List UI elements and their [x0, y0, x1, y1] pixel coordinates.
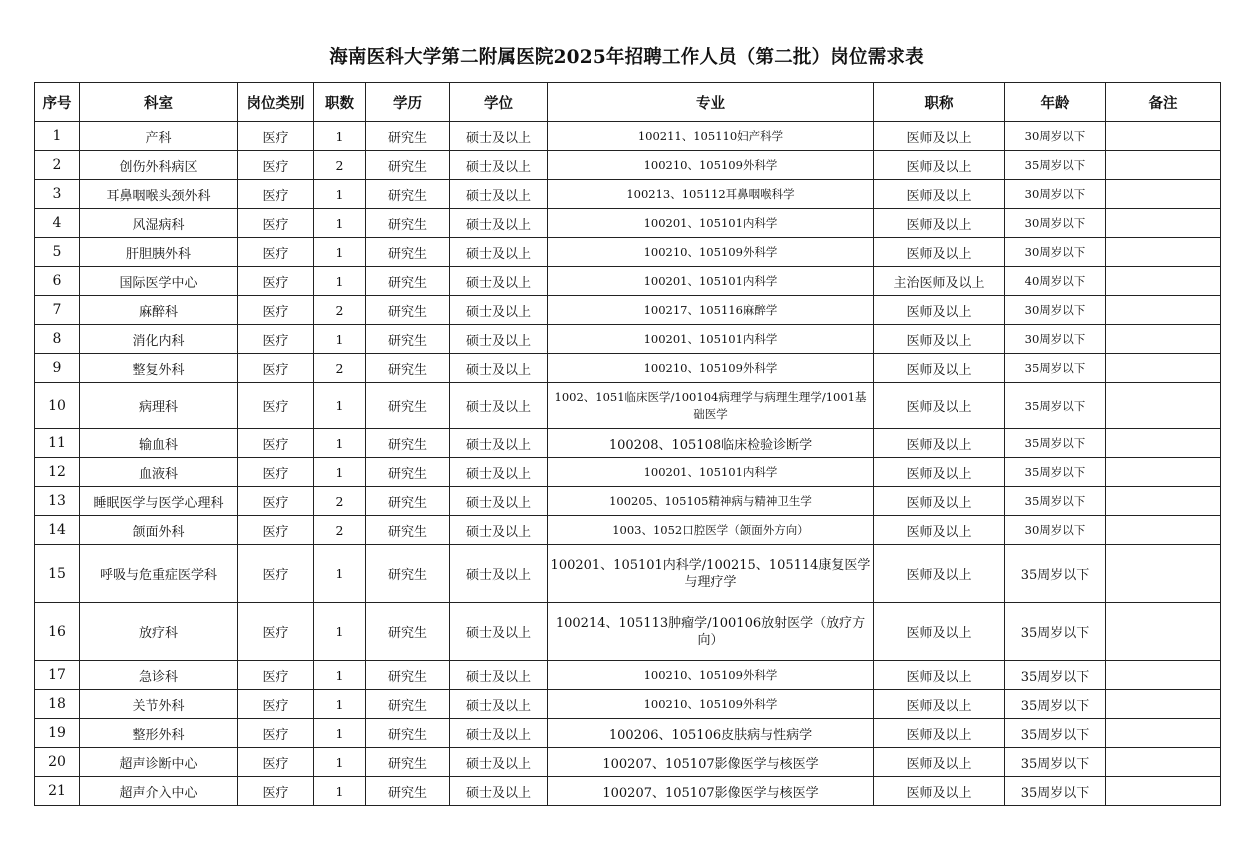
cell-note: [1106, 180, 1221, 209]
cell-type: 医疗: [238, 122, 314, 151]
header-count: 职数: [314, 83, 366, 122]
cell-major: 100214、105113肿瘤学/100106放射医学（放疗方向）: [548, 603, 874, 661]
cell-edu: 研究生: [366, 267, 450, 296]
cell-type: 医疗: [238, 719, 314, 748]
table-row: [35, 122, 1221, 151]
cell-title: 医师及以上: [874, 516, 1005, 545]
table-row: [35, 238, 1221, 267]
cell-age: 35周岁以下: [1005, 383, 1106, 429]
cell-note: [1106, 383, 1221, 429]
cell-major: 100201、105101内科学/100215、105114康复医学与理疗学: [548, 545, 874, 603]
cell-edu: 研究生: [366, 354, 450, 383]
cell-edu: 研究生: [366, 516, 450, 545]
cell-edu: 研究生: [366, 661, 450, 690]
cell-edu: 研究生: [366, 719, 450, 748]
cell-count: 1: [314, 429, 366, 458]
header-seq: 序号: [35, 83, 80, 122]
cell-major: 100205、105105精神病与精神卫生学: [548, 487, 874, 516]
cell-seq: 6: [35, 267, 80, 296]
cell-count: 2: [314, 516, 366, 545]
cell-note: [1106, 516, 1221, 545]
cell-count: 1: [314, 180, 366, 209]
cell-dept: 风湿病科: [80, 209, 238, 238]
cell-title: 医师及以上: [874, 296, 1005, 325]
cell-type: 医疗: [238, 354, 314, 383]
cell-degree: 硕士及以上: [450, 545, 548, 603]
cell-edu: 研究生: [366, 458, 450, 487]
cell-major: 100211、105110妇产科学: [548, 122, 874, 151]
cell-edu: 研究生: [366, 487, 450, 516]
cell-title: 医师及以上: [874, 458, 1005, 487]
cell-note: [1106, 209, 1221, 238]
header-major: 专业: [548, 83, 874, 122]
cell-title: 医师及以上: [874, 487, 1005, 516]
cell-edu: 研究生: [366, 122, 450, 151]
cell-count: 2: [314, 487, 366, 516]
cell-age: 35周岁以下: [1005, 603, 1106, 661]
table-row: [35, 516, 1221, 545]
cell-degree: 硕士及以上: [450, 238, 548, 267]
cell-seq: 13: [35, 487, 80, 516]
header-title: 职称: [874, 83, 1005, 122]
cell-title: 医师及以上: [874, 429, 1005, 458]
cell-degree: 硕士及以上: [450, 748, 548, 777]
cell-seq: 9: [35, 354, 80, 383]
cell-note: [1106, 661, 1221, 690]
cell-title: 医师及以上: [874, 748, 1005, 777]
table-row: [35, 777, 1221, 806]
cell-edu: 研究生: [366, 545, 450, 603]
table-row: [35, 151, 1221, 180]
header-edu: 学历: [366, 83, 450, 122]
cell-title: 医师及以上: [874, 777, 1005, 806]
cell-type: 医疗: [238, 429, 314, 458]
cell-degree: 硕士及以上: [450, 777, 548, 806]
cell-edu: 研究生: [366, 777, 450, 806]
cell-major: 100207、105107影像医学与核医学: [548, 748, 874, 777]
cell-major: 1003、1052口腔医学（颌面外方向）: [548, 516, 874, 545]
table-row: [35, 267, 1221, 296]
cell-type: 医疗: [238, 383, 314, 429]
cell-degree: 硕士及以上: [450, 690, 548, 719]
cell-age: 30周岁以下: [1005, 238, 1106, 267]
table-row: [35, 603, 1221, 661]
cell-title: 医师及以上: [874, 325, 1005, 354]
cell-dept: 血液科: [80, 458, 238, 487]
cell-note: [1106, 545, 1221, 603]
cell-dept: 创伤外科病区: [80, 151, 238, 180]
cell-edu: 研究生: [366, 603, 450, 661]
cell-degree: 硕士及以上: [450, 209, 548, 238]
cell-seq: 12: [35, 458, 80, 487]
cell-count: 1: [314, 209, 366, 238]
table-row: [35, 748, 1221, 777]
cell-major: 100210、105109外科学: [548, 238, 874, 267]
cell-degree: 硕士及以上: [450, 267, 548, 296]
cell-seq: 18: [35, 690, 80, 719]
cell-edu: 研究生: [366, 209, 450, 238]
cell-type: 医疗: [238, 238, 314, 267]
cell-count: 1: [314, 719, 366, 748]
cell-count: 1: [314, 603, 366, 661]
cell-type: 医疗: [238, 516, 314, 545]
cell-title: 医师及以上: [874, 122, 1005, 151]
cell-dept: 急诊科: [80, 661, 238, 690]
table-row: [35, 545, 1221, 603]
cell-note: [1106, 151, 1221, 180]
cell-count: 1: [314, 458, 366, 487]
cell-count: 1: [314, 383, 366, 429]
table-row: [35, 429, 1221, 458]
cell-dept: 超声介入中心: [80, 777, 238, 806]
cell-type: 医疗: [238, 209, 314, 238]
cell-seq: 19: [35, 719, 80, 748]
cell-note: [1106, 429, 1221, 458]
cell-count: 2: [314, 296, 366, 325]
cell-age: 40周岁以下: [1005, 267, 1106, 296]
cell-edu: 研究生: [366, 180, 450, 209]
table-row: [35, 487, 1221, 516]
cell-major: 100210、105109外科学: [548, 690, 874, 719]
table-row: [35, 296, 1221, 325]
page-title: 海南医科大学第二附属医院2025年招聘工作人员（第二批）岗位需求表: [329, 47, 924, 68]
cell-count: 1: [314, 748, 366, 777]
cell-edu: 研究生: [366, 429, 450, 458]
cell-type: 医疗: [238, 296, 314, 325]
cell-dept: 输血科: [80, 429, 238, 458]
table-row: [35, 325, 1221, 354]
cell-count: 1: [314, 661, 366, 690]
cell-title: 医师及以上: [874, 545, 1005, 603]
cell-title: 医师及以上: [874, 209, 1005, 238]
cell-seq: 16: [35, 603, 80, 661]
cell-count: 1: [314, 325, 366, 354]
cell-dept: 颌面外科: [80, 516, 238, 545]
cell-major: 100201、105101内科学: [548, 325, 874, 354]
cell-degree: 硕士及以上: [450, 296, 548, 325]
cell-degree: 硕士及以上: [450, 661, 548, 690]
cell-degree: 硕士及以上: [450, 603, 548, 661]
cell-edu: 研究生: [366, 325, 450, 354]
cell-title: 主治医师及以上: [874, 267, 1005, 296]
cell-dept: 产科: [80, 122, 238, 151]
cell-note: [1106, 267, 1221, 296]
cell-note: [1106, 122, 1221, 151]
cell-note: [1106, 487, 1221, 516]
cell-note: [1106, 354, 1221, 383]
header-row: [35, 83, 1221, 122]
cell-seq: 20: [35, 748, 80, 777]
cell-count: 1: [314, 777, 366, 806]
cell-edu: 研究生: [366, 383, 450, 429]
cell-dept: 睡眠医学与医学心理科: [80, 487, 238, 516]
cell-major: 100201、105101内科学: [548, 267, 874, 296]
cell-degree: 硕士及以上: [450, 383, 548, 429]
cell-major: 100208、105108临床检验诊断学: [548, 429, 874, 458]
cell-title: 医师及以上: [874, 151, 1005, 180]
cell-note: [1106, 458, 1221, 487]
cell-dept: 麻醉科: [80, 296, 238, 325]
table-row: [35, 458, 1221, 487]
table-row: [35, 383, 1221, 429]
cell-degree: 硕士及以上: [450, 719, 548, 748]
cell-title: 医师及以上: [874, 603, 1005, 661]
cell-age: 35周岁以下: [1005, 487, 1106, 516]
cell-type: 医疗: [238, 545, 314, 603]
cell-dept: 消化内科: [80, 325, 238, 354]
cell-note: [1106, 238, 1221, 267]
cell-dept: 整复外科: [80, 354, 238, 383]
cell-title: 医师及以上: [874, 180, 1005, 209]
cell-dept: 肝胆胰外科: [80, 238, 238, 267]
recruitment-table: [34, 82, 1221, 806]
cell-note: [1106, 777, 1221, 806]
cell-count: 2: [314, 151, 366, 180]
table-row: [35, 354, 1221, 383]
cell-dept: 关节外科: [80, 690, 238, 719]
table-row: [35, 719, 1221, 748]
cell-degree: 硕士及以上: [450, 354, 548, 383]
cell-dept: 放疗科: [80, 603, 238, 661]
cell-major: 100207、105107影像医学与核医学: [548, 777, 874, 806]
header-dept: 科室: [80, 83, 238, 122]
header-note: 备注: [1106, 83, 1221, 122]
table-row: [35, 661, 1221, 690]
cell-title: 医师及以上: [874, 383, 1005, 429]
cell-age: 30周岁以下: [1005, 296, 1106, 325]
cell-dept: 整形外科: [80, 719, 238, 748]
cell-seq: 7: [35, 296, 80, 325]
cell-age: 30周岁以下: [1005, 516, 1106, 545]
cell-age: 35周岁以下: [1005, 429, 1106, 458]
cell-degree: 硕士及以上: [450, 458, 548, 487]
cell-title: 医师及以上: [874, 661, 1005, 690]
cell-age: 35周岁以下: [1005, 458, 1106, 487]
cell-note: [1106, 296, 1221, 325]
cell-seq: 10: [35, 383, 80, 429]
cell-title: 医师及以上: [874, 354, 1005, 383]
cell-major: 100217、105116麻醉学: [548, 296, 874, 325]
cell-type: 医疗: [238, 603, 314, 661]
cell-seq: 4: [35, 209, 80, 238]
cell-note: [1106, 748, 1221, 777]
table-row: [35, 690, 1221, 719]
cell-type: 医疗: [238, 661, 314, 690]
cell-age: 35周岁以下: [1005, 661, 1106, 690]
cell-seq: 21: [35, 777, 80, 806]
cell-age: 35周岁以下: [1005, 151, 1106, 180]
cell-type: 医疗: [238, 690, 314, 719]
cell-seq: 17: [35, 661, 80, 690]
cell-age: 30周岁以下: [1005, 122, 1106, 151]
cell-count: 2: [314, 354, 366, 383]
cell-degree: 硕士及以上: [450, 180, 548, 209]
cell-dept: 国际医学中心: [80, 267, 238, 296]
cell-edu: 研究生: [366, 238, 450, 267]
cell-major: 1002、1051临床医学/100104病理学与病理生理学/1001基础医学: [548, 383, 874, 429]
cell-age: 35周岁以下: [1005, 545, 1106, 603]
cell-degree: 硕士及以上: [450, 487, 548, 516]
cell-age: 35周岁以下: [1005, 690, 1106, 719]
cell-edu: 研究生: [366, 748, 450, 777]
header-degree: 学位: [450, 83, 548, 122]
cell-seq: 1: [35, 122, 80, 151]
cell-dept: 呼吸与危重症医学科: [80, 545, 238, 603]
cell-type: 医疗: [238, 458, 314, 487]
cell-seq: 8: [35, 325, 80, 354]
header-age: 年龄: [1005, 83, 1106, 122]
cell-type: 医疗: [238, 151, 314, 180]
cell-edu: 研究生: [366, 296, 450, 325]
cell-major: 100213、105112耳鼻咽喉科学: [548, 180, 874, 209]
cell-age: 35周岁以下: [1005, 719, 1106, 748]
cell-count: 1: [314, 238, 366, 267]
cell-type: 医疗: [238, 267, 314, 296]
cell-age: 35周岁以下: [1005, 354, 1106, 383]
cell-age: 35周岁以下: [1005, 777, 1106, 806]
table-body: [35, 122, 1221, 806]
cell-seq: 14: [35, 516, 80, 545]
cell-major: 100206、105106皮肤病与性病学: [548, 719, 874, 748]
cell-dept: 耳鼻咽喉头颈外科: [80, 180, 238, 209]
cell-type: 医疗: [238, 325, 314, 354]
cell-note: [1106, 719, 1221, 748]
cell-major: 100201、105101内科学: [548, 458, 874, 487]
cell-edu: 研究生: [366, 690, 450, 719]
table-row: [35, 180, 1221, 209]
cell-dept: 病理科: [80, 383, 238, 429]
cell-degree: 硕士及以上: [450, 325, 548, 354]
cell-title: 医师及以上: [874, 719, 1005, 748]
cell-degree: 硕士及以上: [450, 122, 548, 151]
cell-type: 医疗: [238, 777, 314, 806]
cell-note: [1106, 603, 1221, 661]
cell-major: 100210、105109外科学: [548, 354, 874, 383]
cell-age: 35周岁以下: [1005, 748, 1106, 777]
cell-seq: 11: [35, 429, 80, 458]
cell-title: 医师及以上: [874, 690, 1005, 719]
cell-age: 30周岁以下: [1005, 209, 1106, 238]
cell-major: 100201、105101内科学: [548, 209, 874, 238]
cell-degree: 硕士及以上: [450, 516, 548, 545]
cell-degree: 硕士及以上: [450, 429, 548, 458]
cell-major: 100210、105109外科学: [548, 661, 874, 690]
cell-type: 医疗: [238, 487, 314, 516]
cell-seq: 3: [35, 180, 80, 209]
header-type: 岗位类别: [238, 83, 314, 122]
cell-note: [1106, 325, 1221, 354]
cell-major: 100210、105109外科学: [548, 151, 874, 180]
cell-edu: 研究生: [366, 151, 450, 180]
cell-count: 1: [314, 267, 366, 296]
cell-type: 医疗: [238, 180, 314, 209]
cell-seq: 2: [35, 151, 80, 180]
table-row: [35, 209, 1221, 238]
cell-age: 30周岁以下: [1005, 180, 1106, 209]
cell-degree: 硕士及以上: [450, 151, 548, 180]
cell-type: 医疗: [238, 748, 314, 777]
cell-note: [1106, 690, 1221, 719]
cell-age: 30周岁以下: [1005, 325, 1106, 354]
cell-count: 1: [314, 545, 366, 603]
cell-count: 1: [314, 690, 366, 719]
cell-count: 1: [314, 122, 366, 151]
cell-seq: 15: [35, 545, 80, 603]
cell-dept: 超声诊断中心: [80, 748, 238, 777]
cell-title: 医师及以上: [874, 238, 1005, 267]
cell-seq: 5: [35, 238, 80, 267]
